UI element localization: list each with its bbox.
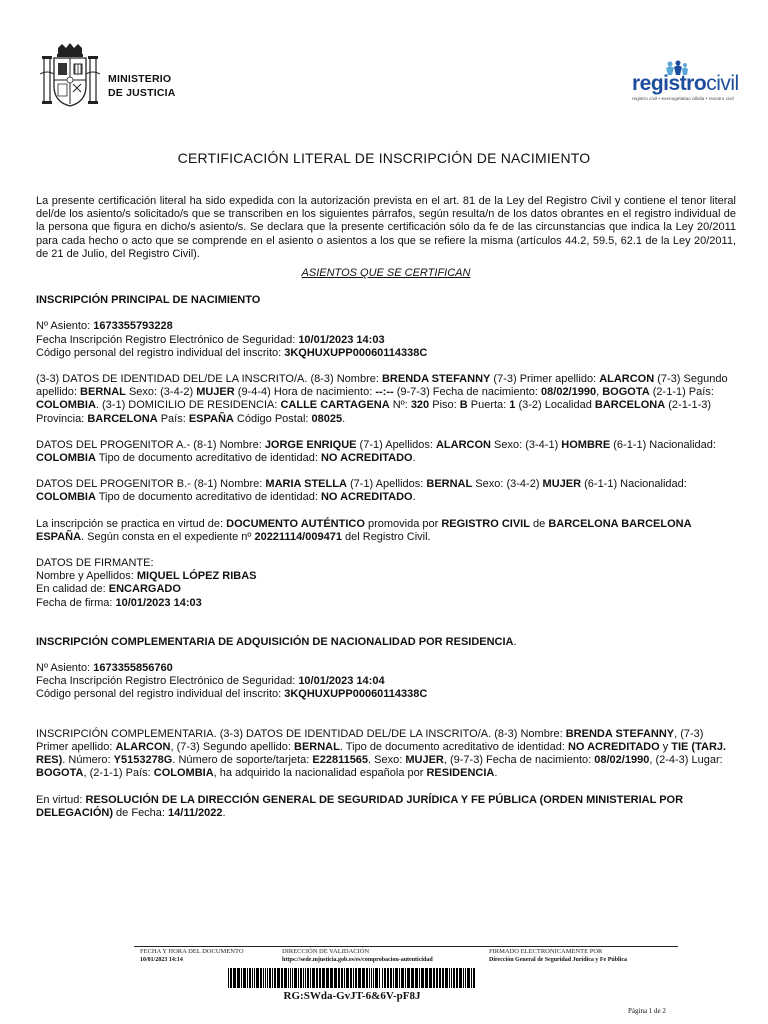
value: ENCARGADO — [108, 583, 181, 596]
complementaria-fecha — [36, 675, 736, 688]
value: B — [459, 399, 468, 412]
value: ALARCON — [435, 438, 491, 451]
value: BRENDA STEFANNY — [565, 727, 675, 740]
value: BERNAL — [426, 478, 473, 491]
label: Fecha Inscripción Registro Electrónico de Seguridad: — [36, 675, 299, 688]
footer-fecha-value: 10/01/2023 14:14 — [140, 957, 183, 963]
progenitor-a-paragraph — [36, 439, 736, 465]
text: Tipo de documento acreditativo de identidad: — [95, 452, 321, 465]
text: . Número de soporte/tarjeta: — [172, 754, 313, 767]
text: INSCRIPCIÓN COMPLEMENTARIA. (3-3) DATOS DE IDENTIDAD DEL/DE LA INSCRITO/A. (8-3) Nombre: — [36, 727, 566, 740]
value: BERNAL — [80, 386, 126, 399]
value: CALLE CARTAGENA — [280, 399, 390, 412]
label: Código personal del registro individual del inscrito: — [36, 346, 285, 359]
ministry-line-2: DE JUSTICIA — [108, 87, 176, 99]
text: Nº: — [389, 399, 411, 412]
firmante-fecha — [36, 597, 736, 610]
value: 3KQHUXUPP00060114338C — [284, 346, 428, 359]
text: . — [412, 452, 416, 465]
value: COLOMBIA — [36, 399, 96, 412]
text: Puerta: — [467, 399, 510, 412]
value: Y5153278G — [113, 754, 173, 767]
text: (7-1) Apellidos: — [356, 438, 436, 451]
text: DATOS DEL PROGENITOR A.- (8-1) Nombre: — [36, 438, 265, 451]
value: REGISTRO CIVIL — [441, 517, 530, 530]
value: MARIA STELLA — [265, 478, 347, 491]
text: La inscripción se practica en virtud de: — [36, 517, 227, 530]
text: de Fecha: — [113, 806, 169, 819]
firmante-heading: DATOS DE FIRMANTE: — [36, 557, 154, 570]
value: 08025 — [311, 412, 343, 425]
principal-identity-paragraph — [36, 373, 736, 426]
value: COLOMBIA — [36, 491, 96, 504]
value: MUJER — [196, 386, 235, 399]
text: (3-3) DATOS DE IDENTIDAD DEL/DE LA INSCRITO/A. (8-3) Nombre: — [36, 373, 382, 386]
firmante-nombre — [36, 570, 736, 583]
intro-paragraph: La presente certificación literal ha sido expedida con la autorización prevista en el art. 81 de la Ley del Registro Civil y contiene el tenor literal del/de los asiento/s solicitado/s que se transcriben en los siguientes párrafos, según resulta/n de los datos obrantes en el registro individual de la persona que figura en dicho/s asiento/s. Se declara que la presente certificación sólo da fe de las circunstancias que indica la Ley 20/2011 para cada hecho o acto que se comprende en el asiento o asientos a los que se refiere la misma (artículos 44.2, 59.5, 62.1 de la Ley 20/2011, de 21 de Julio, del Registro Civil). — [36, 195, 736, 260]
text: promovida por — [364, 517, 442, 530]
label: Nº Asiento: — [36, 662, 94, 675]
value: HOMBRE — [561, 438, 611, 451]
footer-firma-label: FIRMADO ELECTRONICAMENTE POR — [489, 948, 603, 955]
ministry-line-1: MINISTERIO — [108, 73, 172, 85]
text: , (9-7-3) Fecha de nacimiento: — [443, 754, 595, 767]
text: , (2-1-1) País: — [83, 767, 154, 780]
wordmark-registro: registro — [632, 72, 707, 95]
registro-civil-wordmark — [632, 72, 739, 96]
principal-codigo — [36, 347, 736, 360]
value: 320 — [410, 399, 430, 412]
value: BARCELONA — [87, 412, 158, 425]
value: 1673355793228 — [93, 320, 173, 333]
text: (7-3) Primer apellido: — [490, 373, 600, 386]
document-title: CERTIFICACIÓN LITERAL DE INSCRIPCIÓN DE NACIMIENTO — [177, 150, 591, 166]
virtud-paragraph-2 — [36, 794, 736, 820]
ministry-name — [108, 72, 176, 100]
value: ALARCON — [115, 740, 171, 753]
text: . — [222, 806, 226, 819]
value: 3KQHUXUPP00060114338C — [284, 688, 428, 701]
text: y — [659, 740, 672, 753]
value: 20221114/009471 — [254, 530, 342, 543]
text: del Registro Civil. — [341, 530, 431, 543]
value: MUJER — [405, 754, 444, 767]
value: 1673355856760 — [93, 662, 173, 675]
text: Sexo: (3-4-2) — [472, 478, 543, 491]
footer-direccion-label: DIRECCIÓN DE VALIDACIÓN — [282, 948, 370, 955]
footer-firma-value: Dirección General de Seguridad Jurídica y Fe Pública — [489, 957, 628, 963]
value: 10/01/2023 14:04 — [298, 675, 385, 688]
text: Tipo de documento acreditativo de identidad: — [95, 491, 321, 504]
heading-text: INSCRIPCIÓN COMPLEMENTARIA DE ADQUISICIÓN DE NACIONALIDAD POR RESIDENCIA — [36, 635, 514, 648]
text: de — [529, 517, 549, 530]
text: . Tipo de documento acreditativo de identidad: — [339, 740, 568, 753]
text: (9-7-3) Fecha de nacimiento: — [393, 386, 542, 399]
value: BARCELONA BARCELONA ESPAÑA — [36, 517, 692, 543]
value: COLOMBIA — [153, 767, 214, 780]
text: . (3-1) DOMICILIO DE RESIDENCIA: — [95, 399, 281, 412]
value: NO ACREDITADO — [320, 452, 413, 465]
complementaria-codigo — [36, 688, 736, 701]
virtud-paragraph-1 — [36, 518, 736, 544]
registro-civil-tagline: registro civil • exenogelatiao allidia • rexistro civil — [632, 96, 734, 101]
text: DATOS DEL PROGENITOR B.- (8-1) Nombre: — [36, 478, 266, 491]
text: , (2-4-3) Lugar: — [649, 754, 723, 767]
value: BRENDA STEFANNY — [381, 373, 491, 386]
value: RESIDENCIA — [426, 767, 495, 780]
value: 1 — [509, 399, 516, 412]
value: ESPAÑA — [188, 412, 234, 425]
label: En calidad de: — [36, 583, 109, 596]
text: (2-1-1) País: — [649, 386, 714, 399]
complementaria-identity-paragraph — [36, 728, 736, 781]
document-body — [36, 195, 736, 820]
footer-fecha-block — [140, 948, 244, 963]
label: Nombre y Apellidos: — [36, 570, 137, 583]
text: . — [412, 491, 416, 504]
text: (7-1) Apellidos: — [346, 478, 427, 491]
value: COLOMBIA — [36, 452, 96, 465]
text: (6-1-1) Nacionalidad: — [581, 478, 687, 491]
wordmark-civil: civil — [706, 72, 739, 95]
barcode-icon — [228, 968, 476, 988]
text: , (7-3) Primer apellido: — [36, 727, 704, 753]
text: (2-1-1-3) Provincia: — [36, 399, 712, 425]
value: 08/02/1990 — [594, 754, 650, 767]
label: Código personal del registro individual del inscrito: — [36, 688, 285, 701]
text: , — [596, 386, 603, 399]
value: BOGOTA — [36, 767, 84, 780]
page-number: Página 1 de 2 — [628, 1007, 666, 1015]
value: BOGOTA — [602, 386, 650, 399]
footer-divider — [134, 946, 678, 947]
text: . — [494, 767, 498, 780]
footer-direccion-block — [282, 948, 433, 963]
principal-fecha — [36, 334, 736, 347]
text: Piso: — [429, 399, 460, 412]
footer-fecha-label: FECHA Y HORA DEL DOCUMENTO — [140, 948, 244, 955]
label: Nº Asiento: — [36, 320, 94, 333]
value: NO ACREDITADO — [567, 740, 660, 753]
text: . — [513, 635, 517, 648]
value: BARCELONA — [594, 399, 666, 412]
label: Fecha Inscripción Registro Electrónico de Seguridad: — [36, 333, 299, 346]
principal-asiento — [36, 320, 736, 333]
value: ALARCON — [599, 373, 655, 386]
verification-code: RG:SWda-GvJT-6&6V-pF8J — [283, 990, 421, 1002]
principal-heading: INSCRIPCIÓN PRINCIPAL DE NACIMIENTO — [36, 294, 261, 307]
text: , ha adquirido la nacionalidad española por — [213, 767, 427, 780]
value: JORGE ENRIQUE — [264, 438, 357, 451]
footer-firma-block — [489, 948, 627, 963]
asientos-heading: ASIENTOS QUE SE CERTIFICAN — [301, 267, 471, 280]
coat-of-arms-icon — [40, 42, 100, 112]
value: TIE (TARJ. RES) — [36, 740, 727, 767]
value: --:-- — [375, 386, 394, 399]
text: . Sexo: — [368, 754, 406, 767]
text: País: — [157, 412, 189, 425]
value: 10/01/2023 14:03 — [115, 596, 202, 609]
value: E22811565 — [312, 754, 369, 767]
text: . Según consta en el expediente nº — [81, 530, 255, 543]
text: Código Postal: — [233, 412, 312, 425]
text: (7-3) Segundo apellido: — [36, 373, 728, 399]
value: MUJER — [542, 478, 582, 491]
text: . — [342, 412, 346, 425]
value: BERNAL — [294, 740, 340, 753]
value: 14/11/2022 — [168, 806, 223, 819]
value: RESOLUCIÓN DE LA DIRECCIÓN GENERAL DE SEGURIDAD JURÍDICA Y FE PÚBLICA (ORDEN MINISTERIAL POR DELEGACIÓN) — [36, 793, 684, 819]
value: DOCUMENTO AUTÉNTICO — [226, 517, 365, 530]
value: MIQUEL LÓPEZ RIBAS — [136, 570, 257, 583]
value: NO ACREDITADO — [320, 491, 413, 504]
label: Fecha de firma: — [36, 596, 116, 609]
value: 10/01/2023 14:03 — [298, 333, 385, 346]
footer-direccion-value[interactable]: https://sede.mjusticia.gob.es/es/comprobacion-autenticidad — [282, 957, 433, 963]
text: Sexo: (3-4-2) — [125, 386, 197, 399]
value: 08/02/1990 — [541, 386, 597, 399]
text: (6-1-1) Nacionalidad: — [610, 438, 716, 451]
progenitor-b-paragraph — [36, 478, 736, 504]
complementaria-asiento — [36, 662, 736, 675]
firmante-calidad — [36, 583, 736, 596]
complementaria-heading — [36, 636, 736, 649]
text: , (7-3) Segundo apellido: — [170, 740, 295, 753]
text: (9-4-4) Hora de nacimiento: — [234, 386, 376, 399]
text: . Número: — [62, 754, 114, 767]
text: Sexo: (3-4-1) — [490, 438, 562, 451]
text: En virtud: — [36, 793, 86, 806]
text: (3-2) Localidad — [515, 399, 595, 412]
registro-civil-logo — [628, 60, 740, 106]
